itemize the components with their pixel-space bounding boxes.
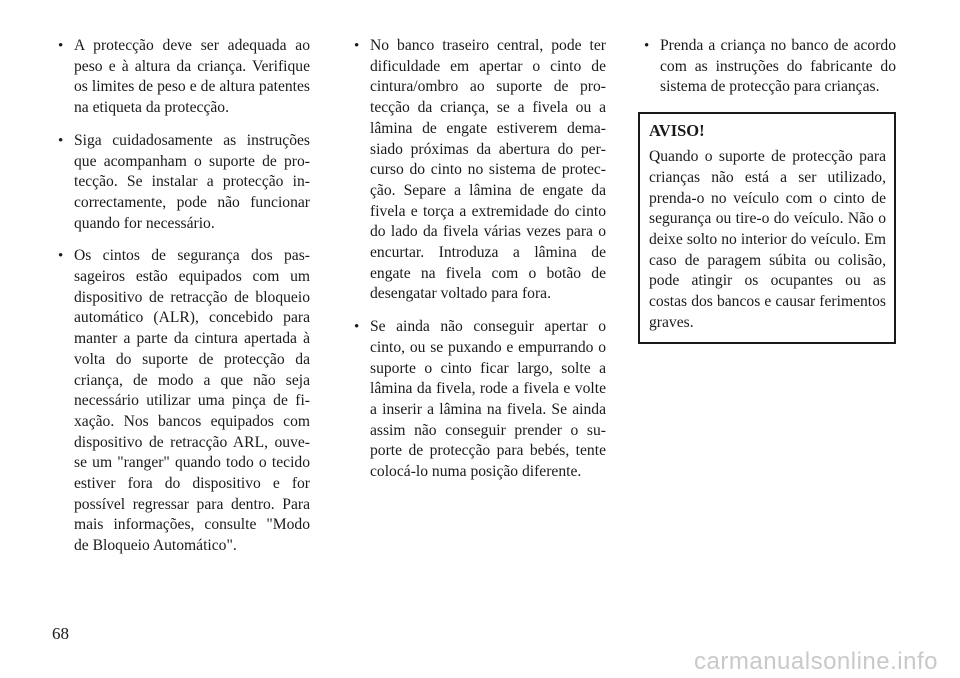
text-column-middle [348,36,606,495]
list-item [638,36,896,98]
warning-box [638,112,896,344]
list-item [52,246,310,557]
page-number: 68 [52,624,69,643]
bullet-list [52,36,310,557]
list-item-text: No banco traseiro central, pode ter dificuldade em apertar o cinto de cintura/ombro ao suporte de protecção da criança, se a fivela ou a lâmina de engate estiverem demasiado próximas da abertura do percurso do cinto no sistema de protecção. Separe a lâmina de engate da fivela e torça a extremidade do cinto do lado da fivela várias vezes para o encurtar. Introduza a lâmina de engate na fivela com o botão de desengatar voltado para fora. [370,37,606,303]
list-item-text: A protecção deve ser adequada ao peso e à altura da criança. Verifique os limites de peso e de altura patentes na etiqueta da protecção. [74,37,310,117]
watermark-text: carmanualsonline.info [694,648,938,675]
list-item [348,317,606,483]
warning-text: Quando o suporte de protecção para crianças não está a ser utilizado, prenda-o no veículo com o cinto de segurança ou tire-o do veículo. Não o deixe solto no interior do veículo. Em caso de paragem súbita ou colisão, pode atingir os ocupantes ou as costas dos bancos e causar ferimentos graves. [649,148,886,331]
bullet-icon: • [644,38,650,54]
bullet-icon: • [58,132,64,149]
list-item-text: Prenda a criança no banco de acordo com as instruções do fabricante do sistema de protecção para crianças. [660,37,896,96]
list-item [52,131,310,235]
text-column-left [52,36,310,569]
list-item [52,36,310,119]
bullet-icon: • [58,248,64,265]
list-item-text: Se ainda não conseguir apertar o cinto, ou se puxando e empurrando o suporte o cinto ficar largo, solte a lâmina da fivela, rode a fivela e volte a inserir a lâmina na fivela. Se ainda assim não conseguir prender o suporte de protecção para bebés, tente colocá-lo numa posição diferente. [370,318,606,481]
list-item-text: Os cintos de segurança dos passageiros estão equipados com um dispositivo de retracção de bloqueio automático (ALR), concebido para manter a parte da cintura apertada à volta do suporte de protecção da criança, de modo a que não seja necessário utilizar uma pinça de fixação. Nos bancos equipados com dispositivo de retracção ARL, ouve-se um "ranger" quando todo o tecido estiver fora do dispositivo e for possível regressar para dentro. Para mais informações, consulte "Modo de Bloqueio Automático". [74,247,310,555]
warning-title: AVISO! [649,121,705,141]
bullet-icon: • [58,38,64,54]
text-column-right [638,36,896,344]
bullet-icon: • [354,38,360,54]
list-item-text: Siga cuidadosamente as instruções que acompanham o suporte de protecção. Se instalar a protecção incorrectamente, pode não funcionar quando for necessário. [74,131,310,232]
list-item [348,36,606,305]
bullet-icon: • [354,319,360,336]
bullet-list [638,36,896,98]
bullet-list [348,36,606,483]
